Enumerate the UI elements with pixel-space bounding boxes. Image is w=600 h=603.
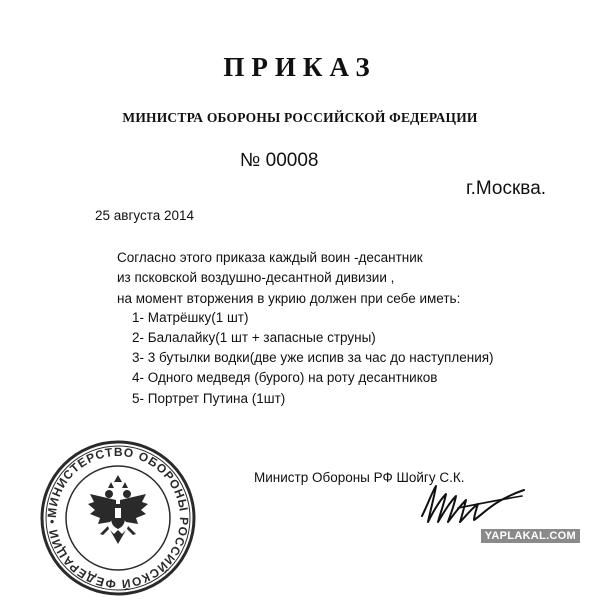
city: г.Москва. (466, 178, 547, 199)
list-item: 2- Балалайку(1 шт + запасные струны) (132, 330, 376, 345)
signature (418, 478, 528, 533)
document-title: ПРИКАЗ (223, 52, 377, 82)
list-item: 3- 3 бутылки водки(две уже испив за час до наступления) (132, 350, 494, 365)
order-date: 25 августа 2014 (95, 208, 195, 223)
body-line: на момент вторжения в укрию должен при себе иметь: (117, 291, 461, 306)
signer: Министр Обороны РФ Шойгу С.К. (254, 470, 465, 485)
body-line: из псковской воздушно-десантной дивизии , (117, 270, 395, 285)
official-seal (38, 438, 198, 603)
list-item: 5- Портрет Путина (1шт) (132, 391, 286, 406)
order-number: № 00008 (240, 150, 319, 171)
list-item: 4- Одного медведя (бурого) на роту десантников (132, 370, 438, 385)
list-item: 1- Матрёшку(1 шт) (132, 310, 249, 325)
watermark: YAPLAKAL.COM (481, 529, 580, 543)
document-subtitle: МИНИСТРА ОБОРОНЫ РОССИЙСКОЙ ФЕДЕРАЦИИ (122, 110, 478, 125)
seal-text: МИНИСТЕРСТВО ОБОРОНЫ РОССИЙСКОЙ ФЕДЕРАЦИИ • (44, 444, 192, 592)
body-line: Согласно этого приказа каждый воин -десантник (117, 250, 423, 265)
double-headed-eagle-icon (88, 475, 148, 544)
